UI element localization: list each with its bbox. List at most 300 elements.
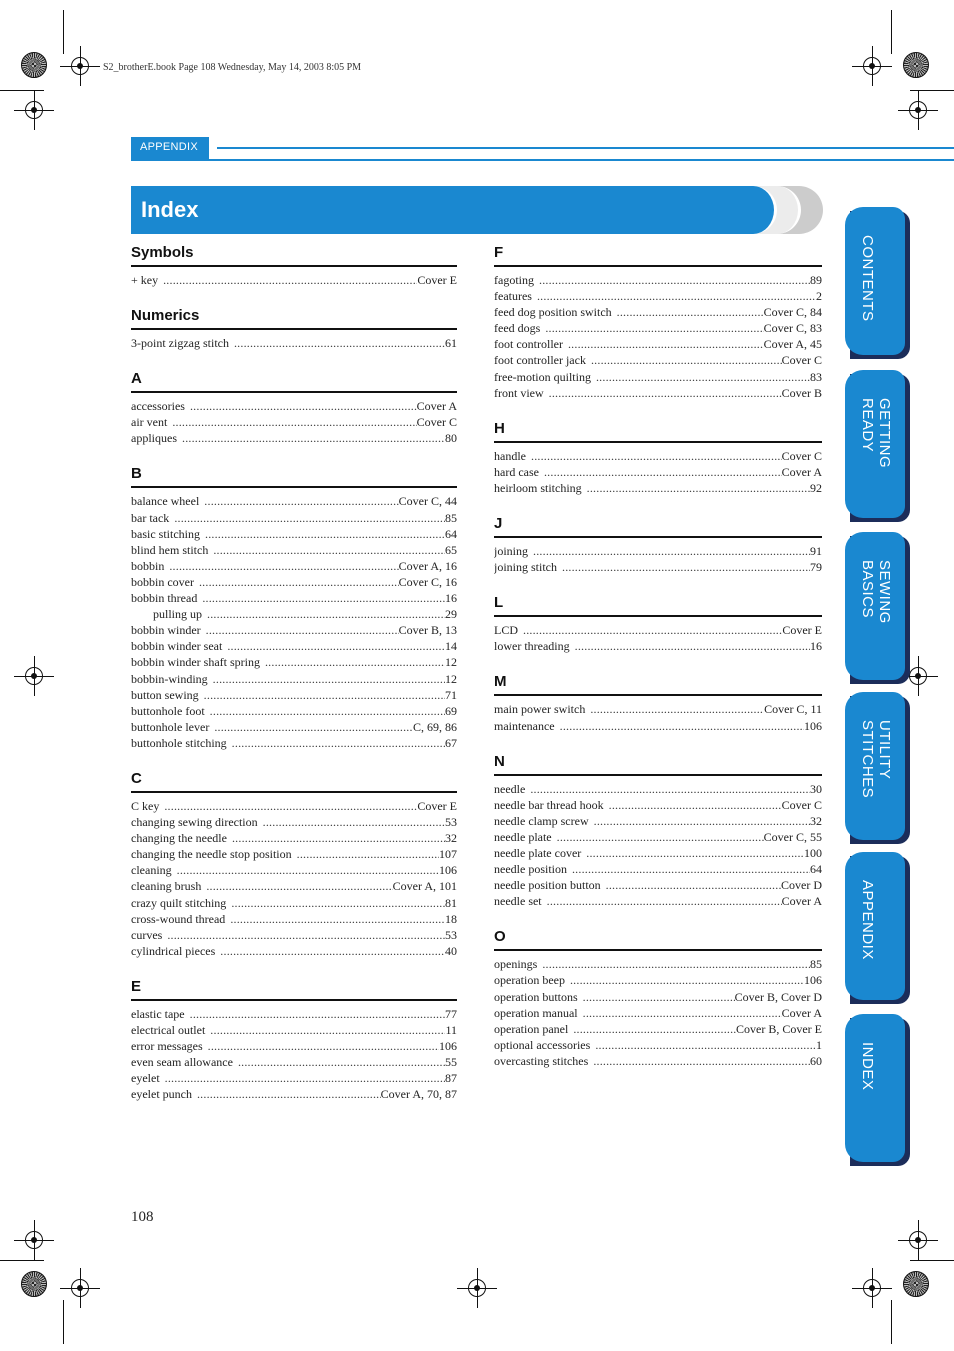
index-entry — [131, 927, 457, 943]
index-entry — [131, 558, 457, 574]
entry-term: curves — [131, 927, 163, 942]
entry-term: cleaning — [131, 863, 172, 878]
entry-page-ref: 65 — [445, 542, 457, 557]
index-entry — [131, 862, 457, 878]
leader-dots — [570, 972, 804, 988]
section-rule — [131, 328, 457, 330]
leader-dots — [531, 448, 782, 464]
entry-page-ref: 107 — [439, 847, 457, 862]
entry-page-ref: Cover E — [417, 273, 457, 287]
index-entry — [131, 622, 457, 638]
index-entry — [494, 385, 822, 401]
section-heading: F — [494, 244, 504, 261]
trim-line — [0, 90, 44, 91]
section-rule — [494, 536, 822, 538]
index-entry — [494, 304, 822, 320]
entry-term: joining — [494, 544, 529, 559]
index-entry — [494, 877, 822, 893]
index-entry — [131, 272, 457, 288]
section-rule — [494, 694, 822, 696]
entry-term: changing the needle stop position — [131, 847, 292, 862]
registration-color-wheel-icon — [21, 52, 47, 78]
trim-line — [891, 1300, 892, 1344]
leader-dots — [595, 1037, 816, 1053]
index-entry — [131, 687, 457, 703]
index-entry — [131, 735, 457, 751]
entry-term: buttonhole foot — [131, 703, 205, 718]
entry-page-ref: 85 — [810, 957, 822, 972]
entry-term: even seam allowance — [131, 1055, 233, 1070]
entry-page-ref: 106 — [439, 863, 457, 878]
page-number: 108 — [131, 1209, 154, 1225]
section-heading: Symbols — [131, 244, 194, 261]
leader-dots — [583, 1005, 782, 1021]
entry-term: eyelet — [131, 1071, 160, 1086]
leader-dots — [213, 671, 445, 687]
entry-term: fagoting — [494, 273, 534, 287]
leader-dots — [210, 703, 445, 719]
index-entry — [131, 1054, 457, 1070]
entry-page-ref: 80 — [445, 431, 457, 446]
leader-dots — [557, 829, 764, 845]
index-section — [131, 976, 457, 1103]
leader-dots — [230, 911, 445, 927]
entry-term: changing sewing direction — [131, 815, 258, 830]
leader-dots — [545, 320, 763, 336]
leader-dots — [606, 877, 781, 893]
entry-term: optional accessories — [494, 1037, 591, 1052]
index-entry — [131, 654, 457, 670]
index-entry — [494, 813, 822, 829]
index-entry — [494, 272, 822, 288]
entry-term: hard case — [494, 464, 539, 479]
entry-term: eyelet punch — [131, 1087, 192, 1102]
leader-dots — [549, 385, 782, 401]
entry-page-ref: Cover C, 11 — [764, 702, 822, 717]
index-entry — [494, 480, 822, 496]
leader-dots — [214, 719, 413, 735]
entry-term: cylindrical pieces — [131, 943, 216, 958]
index-entry — [494, 543, 822, 559]
section-heading: E — [131, 977, 142, 995]
entry-term: foot controller — [494, 337, 563, 352]
tab-label: GETTING READY — [859, 398, 893, 469]
index-entry — [131, 638, 457, 654]
entry-page-ref: 40 — [445, 943, 457, 958]
leader-dots — [297, 846, 439, 862]
entry-page-ref: Cover A, 70, 87 — [380, 1087, 457, 1102]
section-heading: A — [131, 370, 142, 388]
registration-color-wheel-icon — [903, 1271, 929, 1297]
entry-term: maintenance — [494, 718, 555, 733]
index-entry — [131, 943, 457, 959]
leader-dots — [204, 687, 445, 703]
leader-dots — [573, 1021, 736, 1037]
entry-term: feed dog position switch — [494, 305, 612, 320]
entry-term: air vent — [131, 415, 168, 430]
entry-page-ref: Cover E — [417, 798, 457, 813]
tab-label: APPENDIX — [859, 880, 876, 960]
entry-term: error messages — [131, 1039, 203, 1054]
index-section — [494, 242, 822, 401]
entry-page-ref: 55 — [445, 1055, 457, 1070]
index-entry — [494, 369, 822, 385]
section-rule — [494, 441, 822, 443]
entry-term: changing the needle — [131, 831, 227, 846]
index-entry — [494, 1005, 822, 1021]
entry-term: needle set — [494, 894, 542, 909]
leader-dots — [547, 893, 782, 909]
index-entry — [131, 798, 457, 814]
entry-page-ref: Cover E — [782, 623, 822, 638]
leader-dots — [206, 622, 399, 638]
entry-page-ref: 79 — [810, 560, 822, 575]
entry-page-ref: Cover C, 16 — [398, 574, 457, 589]
entry-page-ref: Cover C — [416, 415, 457, 430]
index-entry — [494, 1053, 822, 1069]
index-entry — [494, 1037, 822, 1053]
entry-page-ref: 69 — [445, 703, 457, 718]
index-entry — [494, 797, 822, 813]
entry-page-ref: 53 — [445, 815, 457, 830]
entry-page-ref: 106 — [804, 718, 822, 733]
index-section — [131, 305, 457, 351]
entry-page-ref: 64 — [445, 526, 457, 541]
entry-term: buttonhole lever — [131, 719, 210, 734]
leader-dots — [590, 701, 764, 717]
index-entry — [131, 814, 457, 830]
index-entry — [131, 526, 457, 542]
leader-dots — [263, 814, 445, 830]
entry-page-ref: 32 — [445, 831, 457, 846]
entry-page-ref: Cover A, 101 — [392, 879, 457, 894]
tab-index[interactable] — [845, 1014, 911, 1162]
index-entry — [131, 606, 457, 622]
section-heading: H — [494, 419, 505, 437]
trim-line — [910, 90, 954, 91]
leader-dots — [575, 638, 810, 654]
leader-dots — [591, 352, 782, 368]
index-section — [494, 418, 822, 496]
leader-dots — [232, 830, 445, 846]
leader-dots — [231, 895, 445, 911]
index-entry — [131, 1086, 457, 1102]
entry-page-ref: Cover C, 55 — [763, 829, 822, 844]
index-entry — [131, 846, 457, 862]
registration-color-wheel-icon — [903, 52, 929, 78]
entry-term: operation manual — [494, 1005, 578, 1020]
section-rule — [494, 774, 822, 776]
entry-term: 3-point zigzag stitch — [131, 336, 229, 351]
section-rule — [131, 791, 457, 793]
entry-page-ref: Cover C — [781, 448, 822, 463]
entry-page-ref: 77 — [445, 1006, 457, 1021]
print-info: S2_brotherE.book Page 108 Wednesday, May 14, 2003 8:05 PM — [103, 62, 362, 73]
index-entry — [494, 956, 822, 972]
entry-term: elastic tape — [131, 1006, 185, 1021]
entry-term: features — [494, 289, 532, 304]
index-entry — [494, 781, 822, 797]
entry-term: needle bar thread hook — [494, 797, 604, 812]
tab-label: CONTENTS — [859, 235, 876, 322]
index-entry — [131, 414, 457, 430]
entry-term: handle — [494, 448, 526, 463]
index-entry — [494, 861, 822, 877]
index-entry — [131, 590, 457, 606]
entry-term: accessories — [131, 399, 185, 414]
entry-term: main power switch — [494, 702, 586, 717]
entry-page-ref: 71 — [445, 687, 457, 702]
trim-line — [63, 1300, 64, 1344]
section-rule — [131, 391, 457, 393]
index-section — [131, 463, 457, 751]
entry-term: free-motion quilting — [494, 369, 591, 384]
index-entry — [131, 1070, 457, 1086]
leader-dots — [177, 862, 439, 878]
entry-term: blind hem stitch — [131, 542, 209, 557]
section-rule — [494, 615, 822, 617]
entry-term: buttonhole stitching — [131, 735, 227, 750]
entry-term: operation buttons — [494, 989, 578, 1004]
index-section — [494, 513, 822, 575]
leader-dots — [265, 654, 445, 670]
index-entry — [494, 288, 822, 304]
entry-page-ref: Cover C, 84 — [763, 305, 822, 320]
index-entry — [494, 1021, 822, 1037]
section-heading: O — [494, 928, 506, 946]
trim-line — [910, 1260, 954, 1261]
entry-page-ref: C, 69, 86 — [412, 719, 457, 734]
entry-term: button sewing — [131, 687, 199, 702]
entry-term: needle clamp screw — [494, 813, 589, 828]
index-entry — [131, 542, 457, 558]
section-rule — [131, 486, 457, 488]
entry-page-ref: Cover A — [781, 1005, 822, 1020]
entry-page-ref: 92 — [810, 480, 822, 495]
entry-page-ref: 60 — [810, 1053, 822, 1068]
entry-term: openings — [494, 957, 538, 972]
section-heading: N — [494, 752, 505, 770]
leader-dots — [539, 272, 810, 288]
entry-page-ref: 1 — [816, 1037, 822, 1052]
index-entry — [494, 972, 822, 988]
index-entry — [131, 574, 457, 590]
entry-term: feed dogs — [494, 321, 541, 336]
index-section — [494, 751, 822, 910]
index-section — [494, 592, 822, 654]
leader-dots — [523, 622, 782, 638]
leader-dots — [182, 430, 445, 446]
entry-page-ref: 14 — [445, 639, 457, 654]
leader-dots — [617, 304, 764, 320]
entry-page-ref: 11 — [445, 1023, 457, 1037]
entry-page-ref: 61 — [445, 336, 457, 351]
leader-dots — [213, 542, 445, 558]
index-entry — [131, 895, 457, 911]
index-entry — [131, 430, 457, 446]
leader-dots — [164, 798, 417, 814]
leader-dots — [568, 336, 764, 352]
leader-dots — [609, 797, 782, 813]
entry-term: needle position button — [494, 878, 601, 893]
leader-dots — [572, 861, 810, 877]
entry-page-ref: Cover B — [781, 385, 822, 400]
entry-term: joining stitch — [494, 560, 557, 575]
section-heading: M — [494, 673, 507, 691]
entry-page-ref: 91 — [810, 544, 822, 559]
entry-term: lower threading — [494, 639, 570, 654]
entry-page-ref: Cover C — [781, 797, 822, 812]
leader-dots — [208, 1038, 439, 1054]
index-section — [494, 671, 822, 733]
section-header-bar — [131, 137, 954, 159]
tab-appendix[interactable] — [845, 852, 911, 1000]
entry-page-ref: 85 — [445, 510, 457, 525]
index-entry — [494, 718, 822, 734]
index-entry — [494, 845, 822, 861]
index-entry — [494, 448, 822, 464]
leader-dots — [204, 493, 398, 509]
entry-term: bobbin thread — [131, 591, 198, 606]
section-heading: J — [494, 515, 503, 533]
entry-page-ref: Cover B, 13 — [398, 623, 457, 638]
leader-dots — [530, 781, 810, 797]
leader-dots — [163, 272, 417, 288]
entry-page-ref: 83 — [810, 369, 822, 384]
entry-term: foot controller jack — [494, 353, 586, 368]
entry-page-ref: Cover A, 45 — [763, 337, 822, 352]
entry-page-ref: Cover D — [781, 878, 822, 893]
entry-term: bobbin cover — [131, 574, 194, 589]
entry-page-ref: 100 — [804, 845, 822, 860]
tab-label: SEWING BASICS — [859, 560, 893, 624]
trim-line — [891, 10, 892, 54]
section-heading: C — [131, 769, 142, 787]
entry-term: + key — [131, 273, 159, 287]
entry-page-ref: Cover C, 83 — [763, 321, 822, 336]
entry-term: bobbin — [131, 558, 165, 573]
section-rule — [131, 265, 457, 267]
index-entry — [131, 398, 457, 414]
index-entry — [494, 893, 822, 909]
index-entry — [131, 1006, 457, 1022]
entry-page-ref: Cover A — [416, 399, 457, 414]
entry-page-ref: 67 — [445, 735, 457, 750]
section-rule — [494, 265, 822, 267]
leader-dots — [544, 464, 782, 480]
index-entry — [131, 830, 457, 846]
trim-line — [63, 10, 64, 54]
leader-dots — [227, 638, 445, 654]
index-entry — [494, 701, 822, 717]
entry-term: LCD — [494, 623, 518, 638]
leader-dots — [197, 1086, 381, 1102]
index-entry — [494, 464, 822, 480]
leader-dots — [210, 1022, 445, 1038]
tab-contents[interactable] — [845, 207, 911, 355]
index-section — [131, 768, 457, 959]
entry-page-ref: 12 — [445, 655, 457, 670]
tab-sewing-basics[interactable] — [845, 532, 911, 680]
entry-term: needle plate cover — [494, 845, 582, 860]
section-rule — [131, 999, 457, 1001]
leader-dots — [238, 1054, 445, 1070]
entry-page-ref: 32 — [810, 813, 822, 828]
entry-term: pulling up — [153, 607, 203, 622]
section-heading: L — [494, 594, 504, 612]
entry-page-ref: 29 — [445, 607, 457, 622]
tab-utility-stitches[interactable] — [845, 692, 911, 840]
entry-term: operation beep — [494, 973, 565, 988]
index-entry — [494, 320, 822, 336]
entry-term: bobbin winder seat — [131, 639, 223, 654]
leader-dots — [594, 813, 810, 829]
entry-page-ref: Cover A — [781, 464, 822, 479]
page-title: Index — [141, 197, 199, 222]
leader-dots — [165, 1070, 445, 1086]
leader-dots — [583, 989, 735, 1005]
trim-line — [0, 1260, 44, 1261]
entry-page-ref: Cover A — [781, 894, 822, 909]
leader-dots — [533, 543, 810, 559]
index-entry — [494, 622, 822, 638]
leader-dots — [190, 1006, 445, 1022]
entry-term: bar tack — [131, 510, 170, 525]
entry-page-ref: 89 — [810, 273, 822, 287]
leader-dots — [596, 369, 810, 385]
entry-term: crazy quilt stitching — [131, 895, 227, 910]
entry-term: cross-wound thread — [131, 911, 226, 926]
entry-term: bobbin winder shaft spring — [131, 655, 260, 670]
leader-dots — [234, 335, 445, 351]
tab-getting-ready[interactable] — [845, 370, 911, 518]
entry-page-ref: 2 — [816, 289, 822, 304]
entry-term: appliques — [131, 431, 177, 446]
index-section — [494, 926, 822, 1069]
entry-term: operation panel — [494, 1021, 569, 1036]
leader-dots — [593, 1053, 810, 1069]
leader-dots — [202, 590, 445, 606]
index-entry — [131, 1038, 457, 1054]
section-rule — [494, 949, 822, 951]
index-entry — [494, 559, 822, 575]
entry-term: C key — [131, 798, 160, 813]
leader-dots — [199, 574, 399, 590]
section-heading: B — [131, 465, 142, 483]
index-entry — [494, 352, 822, 368]
index-entry — [131, 335, 457, 351]
entry-term: bobbin winder — [131, 623, 201, 638]
title-bar — [131, 186, 823, 236]
leader-dots — [167, 927, 445, 943]
index-entry — [131, 671, 457, 687]
leader-dots — [206, 878, 392, 894]
section-heading: Numerics — [131, 307, 200, 325]
entry-page-ref: 64 — [810, 862, 822, 877]
index-entry — [494, 989, 822, 1005]
index-entry — [131, 911, 457, 927]
leader-dots — [174, 510, 445, 526]
entry-page-ref: Cover B, Cover D — [734, 989, 822, 1004]
entry-page-ref: 81 — [445, 895, 457, 910]
entry-term: needle plate — [494, 829, 552, 844]
leader-dots — [587, 480, 810, 496]
entry-term: balance wheel — [131, 494, 200, 509]
entry-page-ref: Cover C — [781, 353, 822, 368]
leader-dots — [232, 735, 445, 751]
leader-dots — [537, 288, 816, 304]
index-entry — [494, 638, 822, 654]
